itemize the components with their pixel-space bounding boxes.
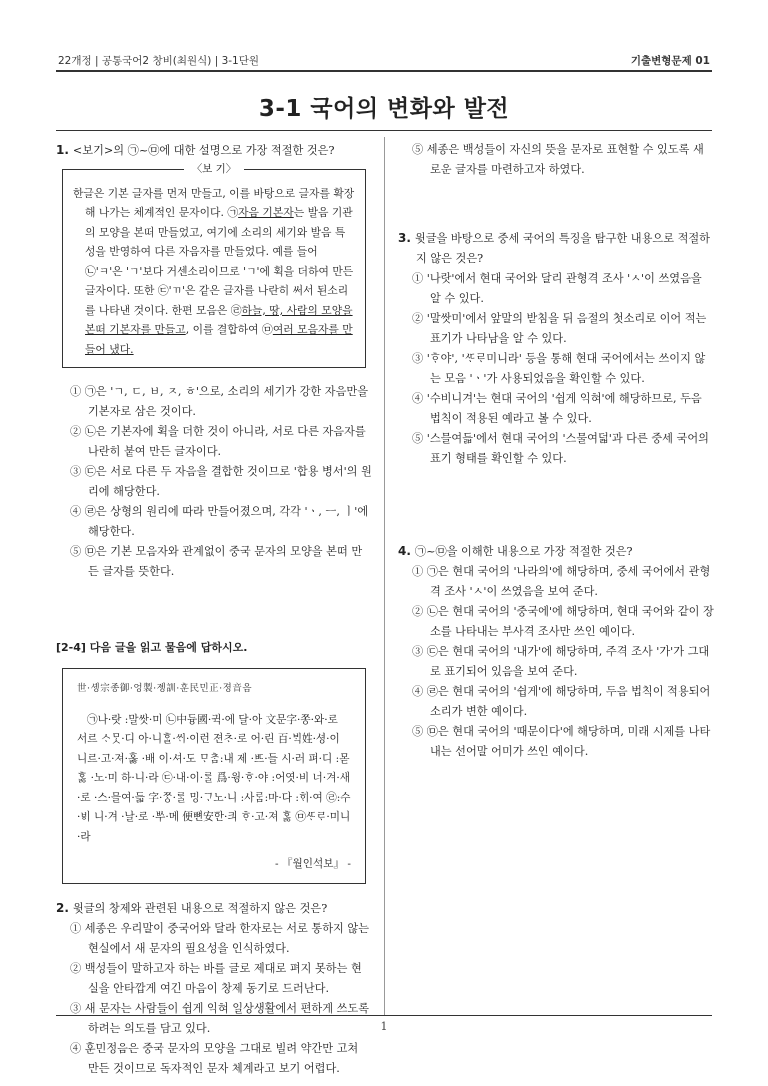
question-1-choices bbox=[62, 382, 372, 582]
choice-4-1[interactable]: ① ㉠은 현대 국어의 '나라의'에 해당하며, 중세 국어에서 관형격 조사 'ㅅ'이 쓰였음을 보여 준다. bbox=[412, 565, 711, 598]
choice-2-3[interactable]: ③ 새 문자는 사람들이 쉽게 익혀 일상생활에서 편하게 쓰도록 하려는 의도를 담고 있다. bbox=[70, 1001, 370, 1035]
spacer bbox=[398, 469, 714, 493]
question-3-number: 3. bbox=[398, 231, 411, 245]
bogi-text bbox=[73, 184, 355, 360]
passage-body: ㉠나·랏 :말쌋·미 ㉡中듕國·귁·에 달·아 文문字·쫑·와·로 서르 ᄉᆞᄆᆞᆺ·디 아·니ᄒᆞᆯ·ᄊᆡ·이런 젼ᄎᆞ·로 어·린 百·ᄇᆡᆨ姓·셩·이 니르·고·져·홇 ·배 이·셔·도 ᄆᆞᄎᆞᆷ:내 제 ·ᄠᅳ·들 시·러 펴·디 :몯 ᄒᆞᇙ ·노·미 하·니·라 ㉢·내·이·ᄅᆞᆯ 爲·윙·ᄒᆞ·야 :어엿·비 너·겨·새·로 ·스·믈여·듧 字·ᄍᆞᆼ·ᄅᆞᆯ 밍·ᄀᆞ노·니 :사ᄅᆞᆷ:마·다 :ᄒᆡ·여 ㉣:수·ᄫᅵ 니·겨 ·날·로 ·ᄡᅮ·메 便뼌安ᅙᅡᆫ·킈 ᄒᆞ·고·져 ᄒᆞᇙ ㉤ᄯᆞᄅᆞ·미니·라 bbox=[77, 713, 351, 843]
header-course-info: 22개정 | 공통국어2 창비(최원식) | 3-1단원 bbox=[58, 55, 260, 67]
bogi-box bbox=[62, 163, 366, 368]
bogi-underline-3: 여러 모음자를 만들어 냈다. bbox=[85, 323, 353, 356]
header-exam-label: 기출변형문제 01 bbox=[630, 55, 710, 67]
spacer bbox=[398, 180, 714, 204]
bogi-underline-2: 하늘, 땅, 사람의 모양을 본떠 기본자를 만들고 bbox=[85, 303, 353, 336]
choice-3-1[interactable]: ① '나랏'에서 현대 국어와 달리 관형격 조사 'ㅅ'이 쓰였음을 알 수 있다. bbox=[412, 272, 702, 305]
title-rule bbox=[56, 130, 712, 131]
page-number: 1 bbox=[380, 1020, 388, 1033]
question-1-stem bbox=[56, 140, 372, 161]
question-2-number: 2. bbox=[56, 900, 69, 915]
bogi-text-a: 한글은 기본 글자를 먼저 만들고, 이를 바탕으로 글자를 확장해 나가는 체계적인 문자이다. ㉠ bbox=[73, 186, 355, 219]
choice-1-4[interactable]: ④ ㉣은 상형의 원리에 따라 만들어졌으며, 각각 'ㆍ, ㅡ, ㅣ'에 해당한다. bbox=[70, 505, 369, 538]
question-3-choices bbox=[404, 269, 714, 469]
question-4-text: ㉠~㉤을 이해한 내용으로 가장 적절한 것은? bbox=[414, 545, 633, 558]
question-1-text: <보기>의 ㉠~㉤에 대한 설명으로 가장 적절한 것은? bbox=[72, 144, 335, 157]
question-3-stem bbox=[398, 228, 714, 269]
spacer bbox=[398, 517, 714, 541]
choice-4-5[interactable]: ⑤ ㉤은 현대 국어의 '때문이다'에 해당하며, 미래 시제를 나타내는 선어말 어미가 쓰인 예이다. bbox=[412, 725, 711, 758]
choice-4-4[interactable]: ④ ㉣은 현대 국어의 '쉽게'에 해당하며, 두음 법칙이 적용되어 소리가 변한 예이다. bbox=[412, 685, 711, 718]
choice-1-2[interactable]: ② ㉡은 기본자에 획을 더한 것이 아니라, 서로 다른 자음자를 나란히 붙여 만든 글자이다. bbox=[70, 425, 366, 458]
choice-1-5[interactable]: ⑤ ㉤은 기본 모음자와 관계없이 중국 문자의 모양을 본떠 만든 글자를 뜻한다. bbox=[70, 545, 363, 578]
bogi-text-c: , 이를 결합하여 ㉤ bbox=[185, 323, 273, 336]
choice-4-3[interactable]: ③ ㉢은 현대 국어의 '내가'에 해당하며, 주격 조사 '가'가 그대로 표기되어 있음을 보여 준다. bbox=[412, 645, 710, 678]
question-4-stem bbox=[398, 541, 714, 562]
bogi-title: 〈보 기〉 bbox=[184, 160, 244, 180]
question-2-text: 윗글의 창제와 관련된 내용으로 적절하지 않은 것은? bbox=[72, 901, 328, 915]
choice-1-3[interactable]: ③ ㉢은 서로 다른 두 자음을 결합한 것이므로 '합용 병서'의 원리에 해당한다. bbox=[70, 465, 372, 498]
bogi-text-b: 는 발음 기관의 모양을 본떠 만들었고, 여기에 소리의 세기와 발음 특성을 반영하여 다른 자음자를 만들었다. 예를 들어 ㉡'ㅋ'은 'ㄱ'보다 거센소리이므로 'ㄱ'에 획을 더하여 만든 글자이다. 또한 ㉢'ㄲ'은 같은 글자를 나란히 써서 된소리를 나타낸 것이다. 한편 모음은 ㉣ bbox=[85, 206, 354, 317]
question-4-choices bbox=[404, 562, 714, 762]
choice-3-2[interactable]: ② '말쌋미'에서 앞말의 받침을 뒤 음절의 첫소리로 이어 적는 표기가 나타남을 알 수 있다. bbox=[412, 312, 707, 345]
choice-3-4[interactable]: ④ '수비니겨'는 현대 국어의 '쉽게 익혀'에 해당하므로, 두음 법칙이 적용된 예라고 볼 수 있다. bbox=[412, 392, 702, 425]
header-rule bbox=[56, 70, 712, 72]
page-title: 3-1 국어의 변화와 발전 bbox=[258, 96, 510, 122]
question-2-choices-cont bbox=[404, 140, 714, 180]
question-1-number: 1. bbox=[56, 143, 69, 157]
question-4-number: 4. bbox=[398, 544, 411, 558]
question-2-choices bbox=[62, 919, 372, 1079]
section-heading: [2-4] 다음 글을 읽고 물음에 답하시오. bbox=[56, 641, 248, 654]
passage-source: - 『월인석보』 - bbox=[274, 858, 351, 870]
passage-title: 世·솅宗종御·엉製·졩訓·훈民민正·졍音음 bbox=[77, 683, 253, 694]
question-2-stem bbox=[56, 898, 372, 919]
footer-rule bbox=[56, 1015, 712, 1016]
choice-2-1[interactable]: ① 세종은 우리말이 중국어와 달라 한자로는 서로 통하지 않는 현실에서 새 문자의 필요성을 인식하였다. bbox=[70, 921, 370, 955]
question-3-text: 윗글을 바탕으로 중세 국어의 특징을 탐구한 내용으로 적절하지 않은 것은? bbox=[414, 232, 710, 265]
choice-2-2[interactable]: ② 백성들이 말하고자 하는 바를 글로 제대로 펴지 못하는 현실을 안타깝게 여긴 마음이 창제 동기로 드러난다. bbox=[70, 961, 362, 995]
passage-box bbox=[62, 668, 366, 884]
right-column bbox=[398, 140, 714, 762]
choice-3-5[interactable]: ⑤ '스믈여듧'에서 현대 국어의 '스물여덟'과 다른 중세 국어의 표기 형태를 확인할 수 있다. bbox=[412, 432, 709, 465]
left-column bbox=[56, 140, 372, 1079]
choice-2-5[interactable]: ⑤ 세종은 백성들이 자신의 뜻을 문자로 표현할 수 있도록 새로운 글자를 마련하고자 하였다. bbox=[412, 143, 704, 176]
choice-4-2[interactable]: ② ㉡은 현대 국어의 '중국에'에 해당하며, 현대 국어와 같이 장소를 나타내는 부사격 조사만 쓰인 예이다. bbox=[412, 605, 714, 638]
spacer bbox=[398, 204, 714, 228]
choice-1-1[interactable]: ① ㉠은 'ㄱ, ㄷ, ㅂ, ㅈ, ㅎ'으로, 소리의 세기가 강한 자음만을 기본자로 삼은 것이다. bbox=[70, 385, 369, 418]
choice-2-4[interactable]: ④ 훈민정음은 중국 문자의 모양을 그대로 빌려 약간만 고쳐 만든 것이므로 독자적인 문자 체계라고 보기 어렵다. bbox=[70, 1041, 359, 1075]
bogi-underline-1: 자음 기본자 bbox=[238, 206, 294, 219]
choice-3-3[interactable]: ③ 'ᄒᆞ야', 'ᄯᆞᄅᆞ미니라' 등을 통해 현대 국어에서는 쓰이지 않는 모음 'ㆍ'가 사용되었음을 확인할 수 있다. bbox=[412, 352, 706, 385]
column-divider bbox=[384, 137, 385, 1015]
spacer bbox=[398, 493, 714, 517]
